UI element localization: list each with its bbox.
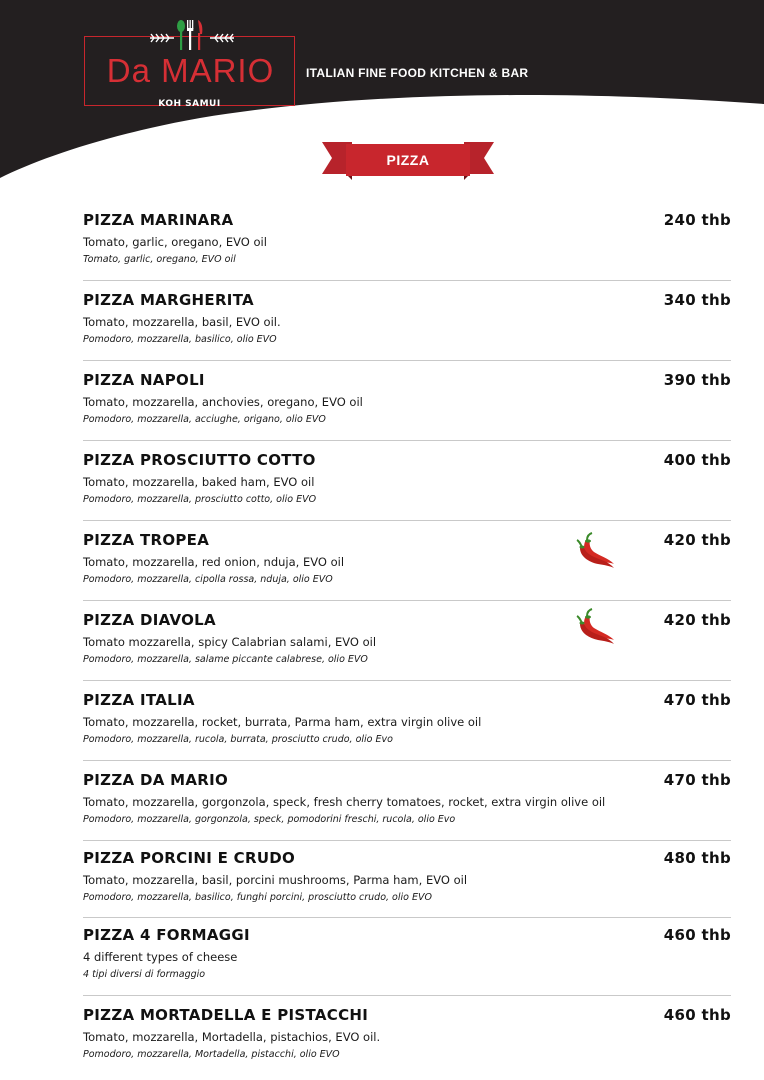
item-description-it: Pomodoro, mozzarella, prosciutto cotto, olio EVO (83, 494, 317, 505)
menu-item (83, 691, 731, 751)
item-description-it: 4 tipi diversi di formaggio (83, 969, 206, 980)
item-description-it: Tomato, garlic, oregano, EVO oil (83, 254, 236, 265)
brand-location: KOH SAMUI (158, 99, 221, 109)
item-price: 460 thb (663, 1006, 731, 1024)
item-description-it: Pomodoro, mozzarella, cipolla rossa, nduja, olio EVO (83, 574, 333, 585)
item-name: PIZZA PORCINI E CRUDO (83, 849, 296, 867)
menu-item (83, 371, 731, 431)
item-description-it: Pomodoro, mozzarella, Mortadella, pistacchi, olio EVO (83, 1049, 340, 1060)
item-divider (83, 917, 731, 918)
item-name: PIZZA MORTADELLA E PISTACCHI (83, 1006, 369, 1024)
item-description-it: Pomodoro, mozzarella, basilico, olio EVO (83, 334, 277, 345)
item-price: 480 thb (663, 849, 731, 867)
item-description-en: Tomato, mozzarella, rocket, burrata, Parma ham, extra virgin olive oil (83, 715, 482, 729)
item-divider (83, 840, 731, 841)
item-description-en: Tomato mozzarella, spicy Calabrian salami, EVO oil (83, 635, 377, 649)
item-description-en: Tomato, garlic, oregano, EVO oil (83, 235, 267, 249)
item-description-it: Pomodoro, mozzarella, basilico, funghi porcini, prosciutto crudo, olio EVO (83, 892, 432, 903)
item-name: PIZZA MARGHERITA (83, 291, 254, 309)
item-name: PIZZA DIAVOLA (83, 611, 216, 629)
item-description-it: Pomodoro, mozzarella, gorgonzola, speck, pomodorini freschi, rucola, olio Evo (83, 814, 456, 825)
item-name: PIZZA MARINARA (83, 211, 234, 229)
menu-item (83, 211, 731, 271)
item-description-en: Tomato, mozzarella, gorgonzola, speck, fresh cherry tomatoes, rocket, extra virgin olive oil (83, 795, 606, 809)
item-price: 390 thb (663, 371, 731, 389)
brand-name: Da MARIO (106, 52, 275, 89)
item-description-it: Pomodoro, mozzarella, acciughe, origano, olio EVO (83, 414, 326, 425)
item-price: 420 thb (663, 611, 731, 629)
item-divider (83, 520, 731, 521)
item-name: PIZZA 4 FORMAGGI (83, 926, 250, 944)
item-name: PIZZA NAPOLI (83, 371, 205, 389)
brand-tagline: ITALIAN FINE FOOD KITCHEN & BAR (306, 66, 529, 80)
menu-item (83, 771, 731, 831)
item-description-en: Tomato, mozzarella, red onion, nduja, EVO oil (83, 555, 345, 569)
menu-item (83, 926, 731, 986)
section-title: PIZZA (386, 152, 430, 168)
item-divider (83, 440, 731, 441)
item-divider (83, 680, 731, 681)
item-name: PIZZA DA MARIO (83, 771, 229, 789)
chili-pepper-icon (572, 608, 616, 646)
menu-item (83, 611, 731, 671)
item-divider (83, 600, 731, 601)
item-description-it: Pomodoro, mozzarella, salame piccante calabrese, olio EVO (83, 654, 368, 665)
item-description-en: 4 different types of cheese (83, 950, 238, 964)
item-description-it: Pomodoro, mozzarella, rucola, burrata, prosciutto crudo, olio Evo (83, 734, 393, 745)
item-description-en: Tomato, mozzarella, baked ham, EVO oil (83, 475, 315, 489)
item-divider (83, 760, 731, 761)
item-name: PIZZA ITALIA (83, 691, 195, 709)
item-divider (83, 280, 731, 281)
item-price: 240 thb (663, 211, 731, 229)
menu-item (83, 531, 731, 591)
item-price: 400 thb (663, 451, 731, 469)
item-price: 420 thb (663, 531, 731, 549)
menu-item (83, 849, 731, 909)
item-description-en: Tomato, mozzarella, basil, porcini mushrooms, Parma ham, EVO oil (83, 873, 468, 887)
item-description-en: Tomato, mozzarella, basil, EVO oil. (83, 315, 281, 329)
item-price: 470 thb (663, 691, 731, 709)
menu-item (83, 1006, 731, 1066)
item-description-en: Tomato, mozzarella, anchovies, oregano, EVO oil (83, 395, 363, 409)
item-price: 470 thb (663, 771, 731, 789)
item-divider (83, 995, 731, 996)
item-price: 340 thb (663, 291, 731, 309)
item-price: 460 thb (663, 926, 731, 944)
chili-pepper-icon (572, 532, 616, 570)
item-divider (83, 360, 731, 361)
item-description-en: Tomato, mozzarella, Mortadella, pistachios, EVO oil. (83, 1030, 381, 1044)
item-name: PIZZA PROSCIUTTO COTTO (83, 451, 316, 469)
item-name: PIZZA TROPEA (83, 531, 210, 549)
menu-item (83, 451, 731, 511)
menu-item (83, 291, 731, 351)
fork-spoon-knife-icon (148, 18, 238, 52)
